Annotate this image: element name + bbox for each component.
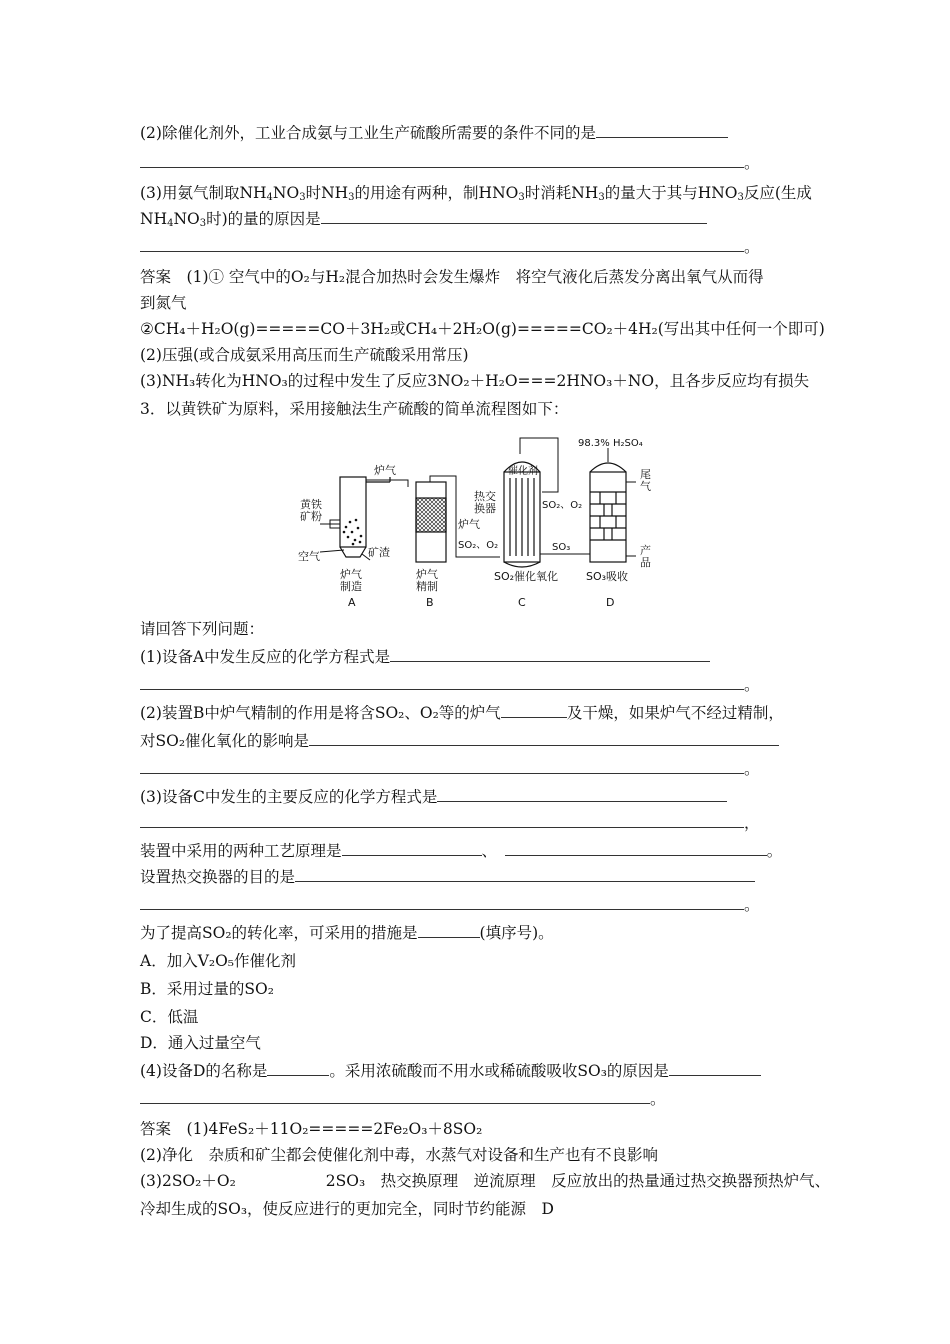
answer1-line2: 到氮气 — [140, 294, 187, 312]
answer2-line2: (2)净化 杂质和矿尘都会使催化剂中毒，水蒸气对设备和生产也有不良影响 — [140, 1146, 658, 1164]
answer-blank[interactable] — [321, 209, 707, 224]
furnace-a — [340, 477, 390, 557]
q3-part2: (2)装置B中炉气精制的作用是将含SO₂、O₂等的炉气 及干燥，如果炉气不经过精制， — [140, 704, 784, 722]
label-so2-o2-top: SO₂、O₂ — [542, 500, 583, 511]
answer1-line4: (2)压强(或合成氨采用高压而生产硫酸采用常压) — [140, 346, 469, 364]
label-furnace-gas-2: 炉气 — [458, 518, 480, 531]
q3-part2-line2: 对SO₂催化氧化的影响是 — [140, 730, 779, 752]
answer-label: 答案 — [140, 268, 172, 286]
q3-prompt: 请回答下列问题： — [140, 620, 265, 638]
letter-c: C — [518, 596, 526, 609]
label-pyrite-2: 矿粉 — [300, 510, 322, 523]
answer2-line4: 冷却生成的SO₃，使反应进行的更加完全，同时节约能源 D — [140, 1200, 554, 1218]
q2-part2-line2: 。 — [140, 152, 760, 174]
q3-part3-line4: 设置热交换器的目的是 — [140, 866, 755, 888]
caption-b-1: 炉气 — [416, 568, 438, 581]
label-slag: 矿渣 — [368, 546, 390, 559]
answer1-line5: (3)NH₃转化为HNO₃的过程中发生了反应3NO₂＋H₂O===2HNO₃＋NO，且各步反应均有损失 — [140, 372, 810, 390]
answer-blank[interactable] — [505, 841, 767, 856]
absorber-d — [590, 463, 626, 562]
pipe-a-b — [366, 480, 408, 487]
q3-intro: 3．以黄铁矿为原料，采用接触法生产硫酸的简单流程图如下： — [140, 400, 569, 418]
answer-blank[interactable] — [418, 923, 480, 938]
label-product: 产 — [640, 544, 651, 557]
answer-blank[interactable] — [140, 895, 744, 910]
q3-part4-line2: 。 — [140, 1088, 666, 1110]
option-c: C．低温 — [140, 1008, 199, 1026]
answer-blank[interactable] — [140, 153, 744, 168]
caption-a-1: 炉气 — [340, 568, 362, 581]
label-tail-gas-2: 气 — [640, 480, 651, 493]
caption-c: SO₂催化氧化 — [494, 570, 559, 583]
label-h2so4: 98.3% H₂SO₄ — [578, 438, 643, 449]
purifier-b — [416, 482, 446, 562]
answer2-line3: (3)2SO₂＋O₂ 2SO₃ 热交换原理 逆流原理 反应放出的热量通过热交换器预热炉气、 — [140, 1172, 831, 1190]
letter-b: B — [426, 596, 434, 609]
label-so3: SO₃ — [552, 542, 571, 553]
q3-part3: (3)设备C中发生的主要反应的化学方程式是 — [140, 786, 727, 808]
answer-blank[interactable] — [437, 787, 727, 802]
answer2-line1: 答案 (1)4FeS₂＋11O₂=====2Fe₂O₃＋8SO₂ — [140, 1120, 483, 1138]
converter-c — [504, 462, 540, 567]
answer-blank[interactable] — [669, 1061, 761, 1076]
option-a: A．加入V₂O₅作催化剂 — [140, 952, 297, 970]
q3-part3-line6: 为了提高SO₂的转化率，可采用的措施是 (填序号)。 — [140, 924, 554, 942]
sulfuric-acid-flow-diagram — [290, 432, 670, 612]
q3-part4: (4)设备D的名称是 。采用浓硫酸而不用水或稀硫酸吸收SO₃的原因是 — [140, 1060, 761, 1082]
label-furnace-gas: 炉气 — [374, 464, 396, 477]
answer1-line3: ②CH₄＋H₂O(g)=====CO＋3H₂或CH₄＋2H₂O(g)=====CO₂＋4H₂(写出其中任何一个即可) — [140, 320, 825, 338]
q3-part3-line3: 装置中采用的两种工艺原理是 、 。 — [140, 842, 783, 860]
answer-blank[interactable] — [140, 675, 744, 690]
caption-d: SO₃吸收 — [586, 570, 629, 583]
caption-a-2: 制造 — [340, 580, 362, 593]
label-pyrite: 黄铁 — [300, 498, 322, 511]
option-b: B．采用过量的SO₂ — [140, 980, 274, 998]
q3-part1-line2: 。 — [140, 674, 760, 696]
q2-part3-line: (3)用氨气制取$NH_4NO_3$时$NH_3$的用途有两种，制$HNO_3$时消耗$NH_3$的量大于其与$HNO_3$反应(生成 — [140, 184, 812, 203]
q3-part3-line2: ， — [140, 812, 760, 834]
label-so2-o2-bottom: SO₂、O₂ — [458, 540, 499, 551]
answer-blank[interactable] — [140, 813, 744, 828]
answer-blank[interactable] — [140, 759, 744, 774]
q2-part3-line3: 。 — [140, 236, 760, 258]
answer-label: 答案 — [140, 1120, 172, 1138]
recycle-pipe — [520, 438, 558, 492]
answer-blank[interactable] — [140, 1089, 650, 1104]
letter-a: A — [348, 596, 356, 609]
answer-blank[interactable] — [501, 703, 567, 718]
label-catalyst: 催化剂 — [508, 466, 538, 477]
q2-part3-line2: $NH_4NO_3$时)的量的原因是 — [140, 208, 707, 230]
caption-b-2: 精制 — [416, 580, 438, 593]
letter-d: D — [606, 596, 615, 609]
q3-part1: (1)设备A中发生反应的化学方程式是 — [140, 646, 710, 668]
air-arrow — [320, 550, 344, 552]
label-heat-exchanger: 热交 — [474, 490, 496, 503]
option-d: D．通入过量空气 — [140, 1034, 261, 1052]
q3-part3-line5: 。 — [140, 894, 760, 916]
answer-blank[interactable] — [596, 123, 728, 138]
q3-part2-line3: 。 — [140, 758, 760, 780]
answer-blank[interactable] — [267, 1061, 329, 1076]
label-product-2: 品 — [640, 556, 651, 569]
q2-part2-line: (2)除催化剂外，工业合成氨与工业生产硫酸所需要的条件不同的是 — [140, 122, 728, 144]
answer1-line1: 答案 (1)① 空气中的O₂与H₂混合加热时会发生爆炸 将空气液化后蒸发分离出氧气从而得 — [140, 268, 764, 286]
answer-blank[interactable] — [295, 867, 755, 882]
ore-particles — [343, 519, 363, 546]
label-tail-gas: 尾 — [640, 468, 651, 481]
answer-blank[interactable] — [140, 237, 744, 252]
label-air: 空气 — [298, 550, 320, 563]
answer-blank[interactable] — [390, 647, 710, 662]
answer-blank[interactable] — [309, 731, 779, 746]
answer-blank[interactable] — [342, 841, 482, 856]
label-heat-exchanger-2: 换器 — [474, 502, 496, 515]
